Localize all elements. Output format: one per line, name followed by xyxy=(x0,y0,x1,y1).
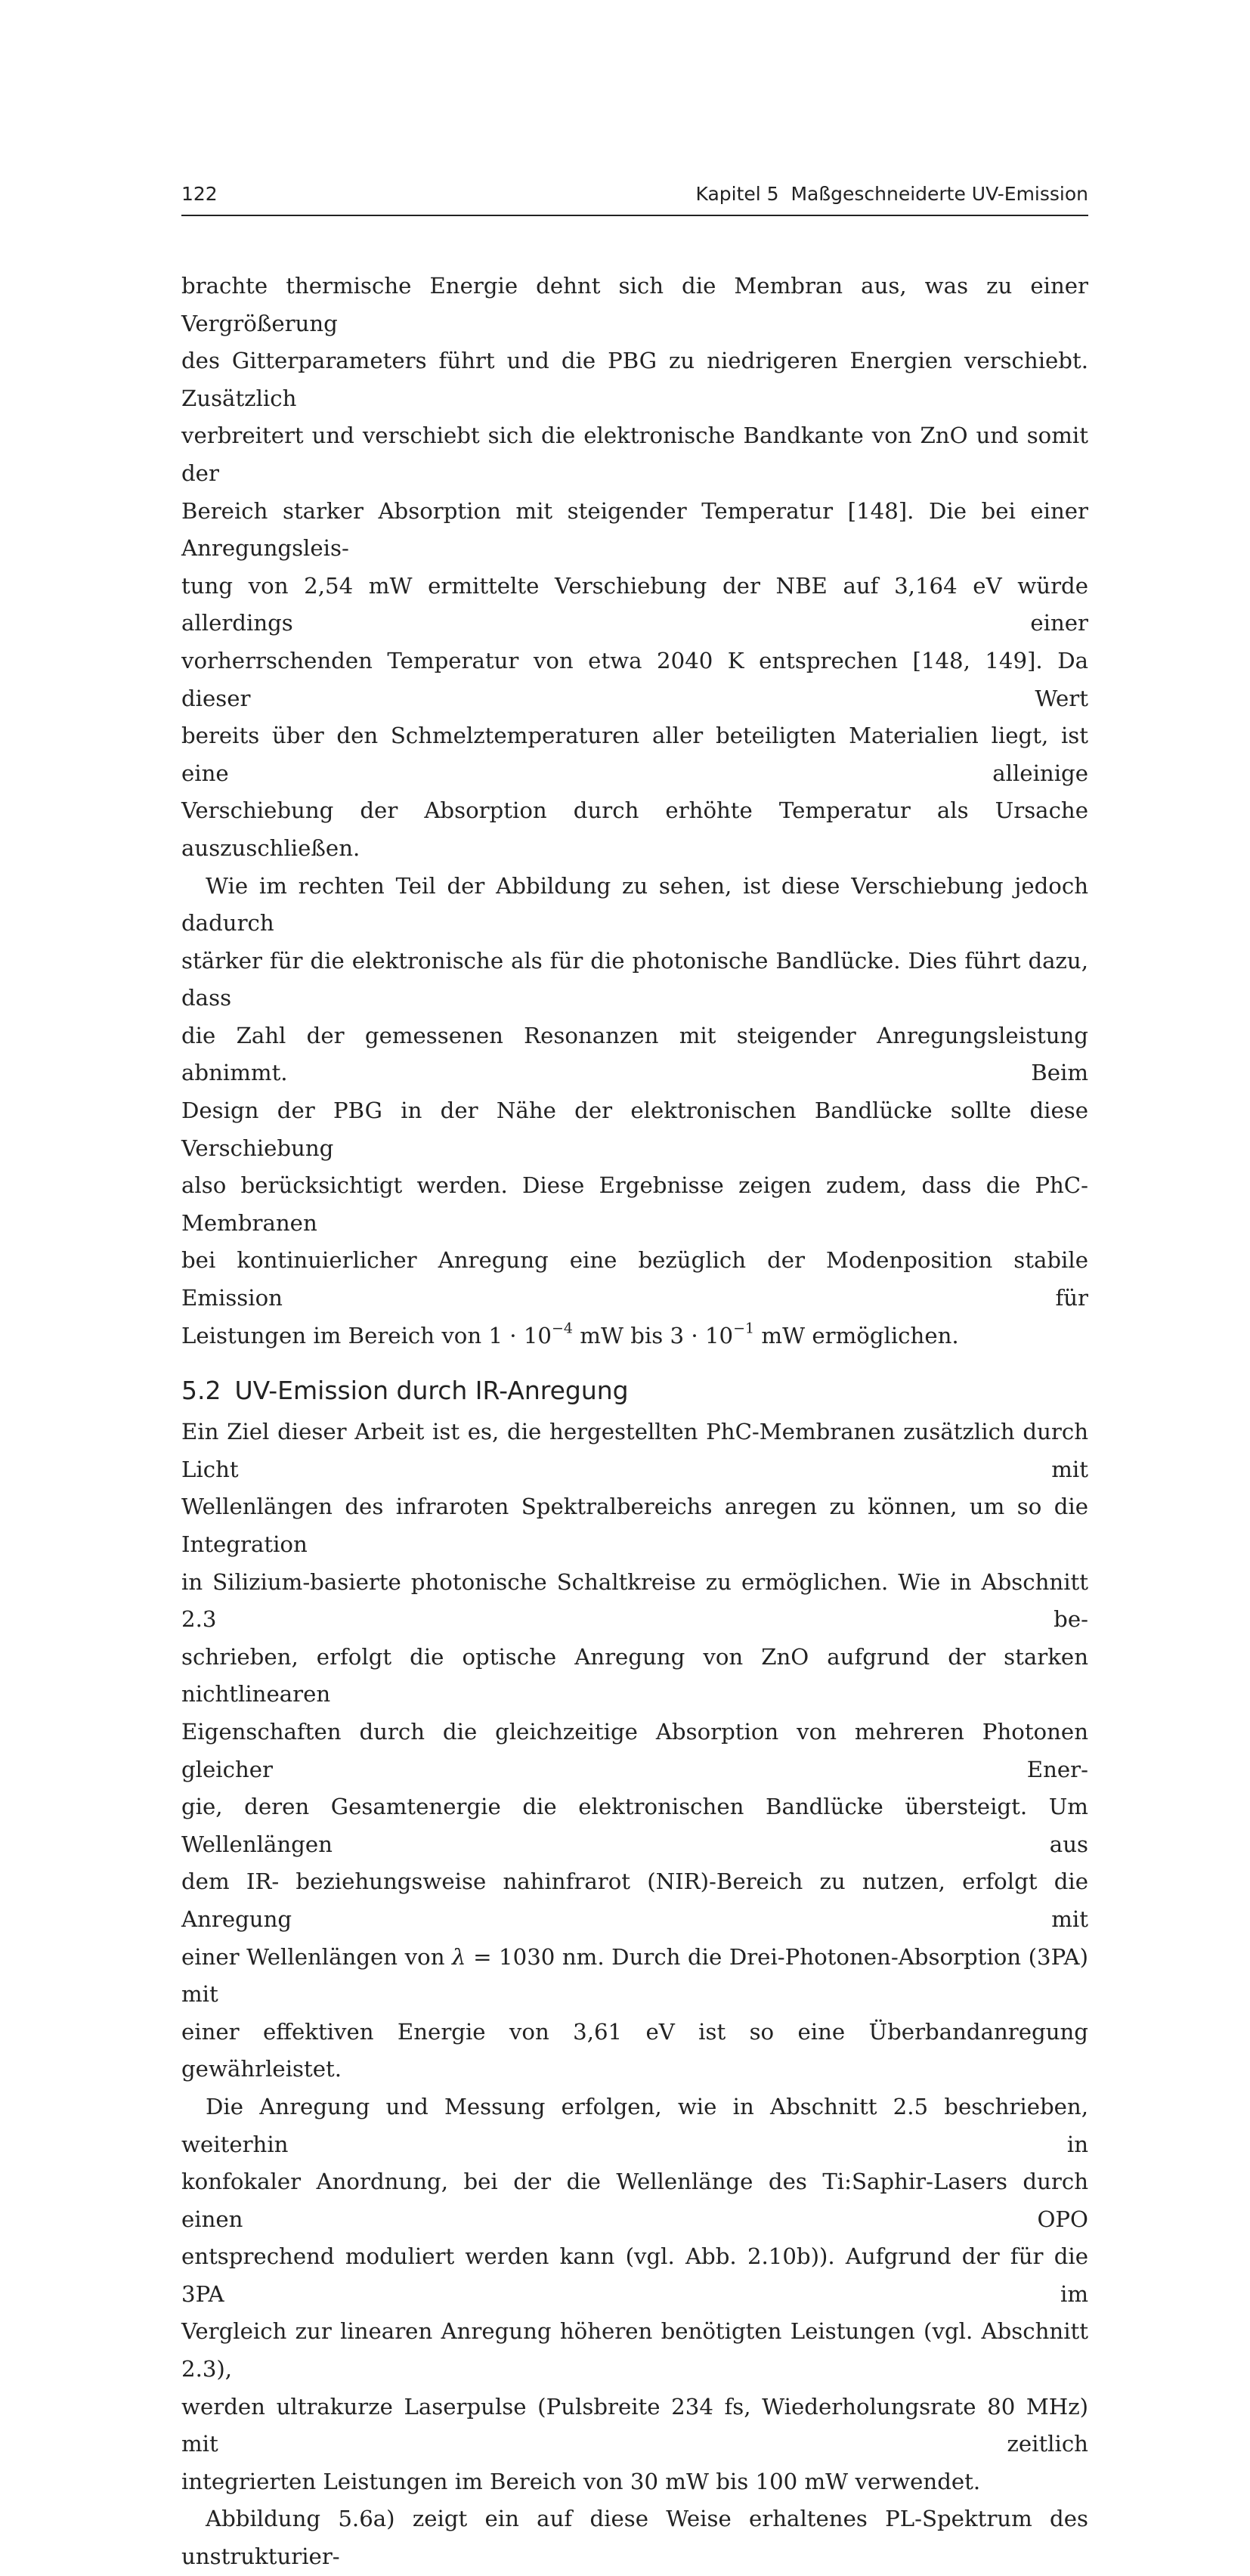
text-line: tung von 2,54 mW ermittelte Verschiebung der NBE auf 3,164 eV würde allerdings einer xyxy=(181,572,1088,636)
page-number: 122 xyxy=(181,183,218,205)
text-line-with-math xyxy=(181,1317,1088,1355)
section-heading xyxy=(181,1376,1088,1406)
text-line: Vergleich zur linearen Anregung höheren benötigten Leistungen (vgl. Abschnitt 2.3), xyxy=(181,2318,1088,2382)
text-line: Design der PBG in der Nähe der elektronischen Bandlücke sollte diese Verschiebung xyxy=(181,1098,1088,1161)
text-line: Eigenschaften durch die gleichzeitige Absorption von mehreren Photonen gleicher Ener- xyxy=(181,1718,1088,1782)
paragraph xyxy=(181,2500,1088,2575)
text-line: Bereich starker Absorption mit steigender Temperatur [148]. Die bei einer Anregungsleis- xyxy=(181,497,1088,562)
section-number: 5.2 xyxy=(181,1376,221,1406)
paragraph xyxy=(181,268,1088,868)
text-line: also berücksichtigt werden. Diese Ergebnisse zeigen zudem, dass die PhC-Membranen xyxy=(181,1172,1088,1236)
text-run: mW ermöglichen. xyxy=(754,1322,959,1348)
paragraph xyxy=(181,868,1088,1355)
text-line: bei kontinuierlicher Anregung eine bezüglich der Modenposition stabile Emission für xyxy=(181,1247,1088,1311)
text-line: integrierten Leistungen im Bereich von 30 mW bis 100 mW verwendet. xyxy=(181,2468,981,2494)
text-run: = 1030 nm. Durch die Drei-Photonen-Absorption (3PA) mit xyxy=(181,1943,1088,2008)
text-line: in Silizium-basierte photonische Schaltkreise zu ermöglichen. Wie in Abschnitt 2.3 be- xyxy=(181,1568,1088,1633)
text-line: brachte thermische Energie dehnt sich die Membran aus, was zu einer Vergrößerung xyxy=(181,273,1088,336)
section-title: UV-Emission durch IR-Anregung xyxy=(234,1376,629,1406)
text-line: des Gitterparameters führt und die PBG zu niedrigeren Energien verschiebt. Zusätzlich xyxy=(181,348,1088,411)
text-line-with-math xyxy=(181,1939,1088,2014)
text-line: Ein Ziel dieser Arbeit ist es, die hergestellten PhC-Membranen zusätzlich durch Licht mit xyxy=(181,1419,1088,1482)
text-run: mW bis 3 · 10 xyxy=(573,1322,734,1348)
text-line: Abbildung 5.6a) zeigt ein auf diese Weise erhaltenes PL-Spektrum des unstrukturier- xyxy=(181,2506,1088,2570)
text-line: entsprechend moduliert werden kann (vgl. Abb. 2.10b)). Aufgrund der für die 3PA im xyxy=(181,2243,1088,2307)
exponent: −4 xyxy=(552,1320,574,1337)
text-run: Leistungen im Bereich von 1 · 10 xyxy=(181,1322,552,1348)
text-line: einer effektiven Energie von 3,61 eV ist so eine Überbandanregung gewährleistet. xyxy=(181,2018,1088,2082)
text-line: vorherrschenden Temperatur von etwa 2040 K entsprechen [148, 149]. Da dieser Wert xyxy=(181,647,1088,711)
body-text xyxy=(181,268,1088,2576)
exponent: −1 xyxy=(733,1320,755,1337)
text-run: einer Wellenlängen von xyxy=(181,1943,453,1970)
lambda-symbol: λ xyxy=(452,1943,466,1970)
text-line: die Zahl der gemessenen Resonanzen mit steigender Anregungsleistung abnimmt. Beim xyxy=(181,1022,1088,1086)
text-line: stärker für die elektronische als für die photonische Bandlücke. Dies führt dazu, dass xyxy=(181,947,1088,1011)
text-line: verbreitert und verschiebt sich die elektronische Bandkante von ZnO und somit der xyxy=(181,423,1088,486)
text-line: Wie im rechten Teil der Abbildung zu sehen, ist diese Verschiebung jedoch dadurch xyxy=(181,872,1088,937)
text-line: Die Anregung und Messung erfolgen, wie in Abschnitt 2.5 beschrieben, weiterhin in xyxy=(181,2093,1088,2157)
page-header xyxy=(181,183,1088,216)
text-line: bereits über den Schmelztemperaturen aller beteiligten Materialien liegt, ist eine alleinige xyxy=(181,723,1088,786)
text-line: dem IR- beziehungsweise nahinfrarot (NIR)-Bereich zu nutzen, erfolgt die Anregung mit xyxy=(181,1869,1088,1932)
paragraph xyxy=(181,1413,1088,2088)
text-line: konfokaler Anordnung, bei der die Wellenlänge des Ti:Saphir-Lasers durch einen OPO xyxy=(181,2169,1088,2232)
text-line: Wellenlängen des infraroten Spektralbereichs anregen zu können, um so die Integration xyxy=(181,1494,1088,1557)
text-line: werden ultrakurze Laserpulse (Pulsbreite 234 fs, Wiederholungsrate 80 MHz) mit zeitlich xyxy=(181,2393,1088,2457)
text-line: Verschiebung der Absorption durch erhöhte Temperatur als Ursache auszuschließen. xyxy=(181,797,1088,861)
text-line: gie, deren Gesamtenergie die elektronischen Bandlücke übersteigt. Um Wellenlängen aus xyxy=(181,1794,1088,1857)
running-head: Kapitel 5 Maßgeschneiderte UV-Emission xyxy=(695,183,1088,205)
paragraph xyxy=(181,2088,1088,2501)
text-line: schrieben, erfolgt die optische Anregung von ZnO aufgrund der starken nichtlinearen xyxy=(181,1643,1088,1708)
